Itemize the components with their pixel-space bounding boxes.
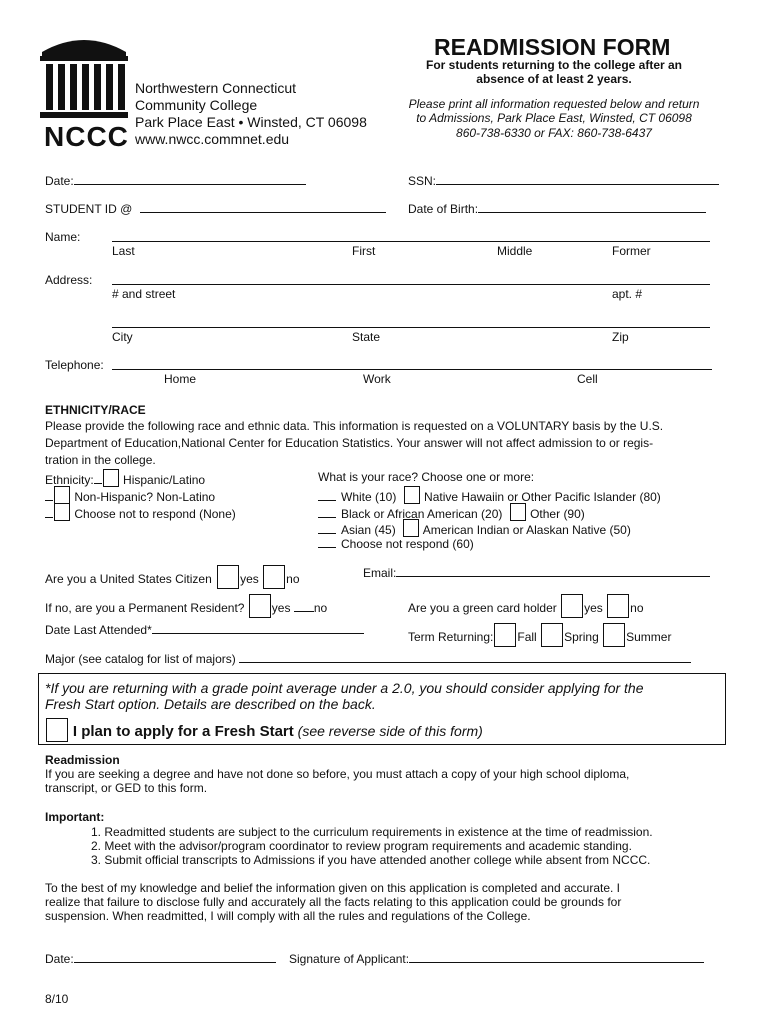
green-card-yes-label: yes: [584, 601, 603, 615]
summer-checkbox[interactable]: [603, 623, 625, 647]
fall-label: Fall: [517, 630, 537, 644]
important-item-3: 3. Submit official transcripts to Admissions if you have attended another college while absent from NCCC.: [91, 853, 651, 867]
important-heading: Important:: [45, 810, 105, 824]
non-hispanic-label: Non-Hispanic? Non-Latino: [74, 490, 216, 504]
dob-label: Date of Birth:: [408, 202, 479, 216]
major-label: Major (see catalog for list of majors): [45, 652, 236, 666]
instructions-block: [385, 97, 723, 140]
street-caption: # and street: [112, 287, 176, 301]
email-field[interactable]: [396, 566, 710, 577]
white-label: White (10): [341, 490, 397, 504]
form-version: 8/10: [45, 992, 69, 1006]
fresh-start-notice-1: *If you are returning with a grade point average under a 2.0, you should consider applying for the: [45, 680, 644, 696]
cell-caption: Cell: [577, 372, 598, 386]
perm-resident-yes-label: yes: [271, 601, 291, 615]
american-indian-label: American Indian or Alaskan Native (50): [422, 523, 631, 537]
ethnicity-intro-2: Department of Education,National Center for Education Statistics. Your answer will not affect admission to or regis-: [45, 436, 654, 450]
apt-caption: apt. #: [612, 287, 643, 301]
fresh-start-plan-row: [45, 718, 483, 742]
city-state-zip-field[interactable]: [112, 317, 710, 328]
summer-label: Summer: [626, 630, 672, 644]
instructions-line-1: Please print all information requested below and return: [408, 97, 700, 111]
page-title: READMISSION FORM: [434, 34, 671, 60]
instructions-line-3: 860-738-6330 or FAX: 860-738-6437: [456, 125, 652, 140]
major-row: [45, 652, 691, 666]
readmission-text-1: If you are seeking a degree and have not done so before, you must attach a copy of your high school diploma,: [45, 767, 630, 781]
street-field[interactable]: [112, 274, 710, 285]
perm-resident-row: [45, 594, 327, 618]
signature-date-row: [45, 952, 276, 966]
subtitle-line-2: absence of at least 2 years.: [476, 72, 632, 87]
name-middle-caption: Middle: [497, 244, 533, 258]
citizen-yes-checkbox[interactable]: [217, 565, 239, 589]
ethnicity-nonhispanic-row: [45, 486, 215, 504]
hispanic-checkbox[interactable]: [103, 469, 119, 487]
term-returning-row: [408, 623, 671, 647]
hispanic-label: Hispanic/Latino: [123, 473, 206, 487]
important-item-2: 2. Meet with the advisor/program coordinator to review program requirements and academic standing.: [91, 839, 632, 853]
building-columns-icon: [38, 34, 130, 120]
ethnicity-intro-1: Please provide the following race and ethnic data. This information is requested on a VOLUNTARY basis by the U.S.: [45, 419, 664, 433]
ethnicity-hispanic-row: [45, 469, 205, 487]
signature-row: [289, 952, 704, 966]
citizen-row: [45, 565, 300, 589]
signature-field[interactable]: [409, 952, 704, 963]
college-logo: [38, 34, 130, 154]
student-id-field[interactable]: [140, 202, 386, 213]
citizen-question: Are you a United States Citizen: [45, 572, 212, 586]
date-last-attended-row: [45, 623, 364, 637]
non-hispanic-checkbox[interactable]: [54, 486, 70, 504]
college-name-line2: Community College: [135, 97, 258, 113]
certification-text-2: realize that failure to disclose fully and accurately all the facts relating to this application could be grounds for: [45, 895, 622, 909]
fresh-start-plan-note: (see reverse side of this form): [297, 723, 483, 739]
college-name: Northwestern Connecticut: [135, 80, 297, 96]
american-indian-checkbox[interactable]: [403, 519, 419, 537]
zip-caption: Zip: [612, 330, 629, 344]
date-row: [45, 174, 306, 188]
green-card-no-label: no: [630, 601, 644, 615]
dob-field[interactable]: [478, 202, 706, 213]
name-last-caption: Last: [112, 244, 135, 258]
signature-date-field[interactable]: [74, 952, 276, 963]
citizen-no-checkbox[interactable]: [263, 565, 285, 589]
readmission-heading: Readmission: [45, 753, 120, 767]
address-label: Address:: [45, 273, 93, 287]
green-card-question: Are you a green card holder: [408, 601, 557, 615]
email-label: Email:: [363, 566, 397, 580]
perm-resident-question: If no, are you a Permanent Resident?: [45, 601, 245, 615]
ssn-row: [408, 174, 719, 188]
major-field[interactable]: [239, 652, 691, 663]
college-website: www.nwcc.commnet.edu: [135, 131, 290, 147]
readmission-text-2: transcript, or GED to this form.: [45, 781, 208, 795]
fall-checkbox[interactable]: [494, 623, 516, 647]
name-former-caption: Former: [612, 244, 651, 258]
college-address: Park Place East • Winsted, CT 06098: [135, 114, 367, 130]
subtitle-block: [390, 58, 718, 87]
black-label: Black or African American (20): [341, 507, 503, 521]
hawaiian-checkbox[interactable]: [404, 486, 420, 504]
green-card-row: [408, 594, 644, 618]
city-caption: City: [112, 330, 133, 344]
date-last-attended-label: Date Last Attended*: [45, 623, 152, 637]
fresh-start-notice-2: Fresh Start option. Details are described on the back.: [45, 696, 376, 712]
email-row: [363, 566, 710, 580]
perm-resident-yes-checkbox[interactable]: [249, 594, 271, 618]
green-card-no-checkbox[interactable]: [607, 594, 629, 618]
hawaiian-label: Native Hawaiin or Other Pacific Islander (80): [424, 490, 661, 504]
home-caption: Home: [164, 372, 197, 386]
fresh-start-plan-label: I plan to apply for a Fresh Start: [72, 723, 294, 740]
logo-text: NCCC: [44, 121, 129, 152]
fresh-start-checkbox[interactable]: [46, 718, 68, 742]
perm-resident-no-label: no: [313, 601, 328, 615]
student-id-label: STUDENT ID @: [45, 202, 133, 216]
race-row-3: [318, 519, 631, 537]
date-field[interactable]: [74, 174, 306, 185]
ethnicity-no-respond-checkbox[interactable]: [54, 503, 70, 521]
telephone-label: Telephone:: [45, 358, 104, 372]
important-item-1: 1. Readmitted students are subject to the curriculum requirements in existence at the time of readmission.: [91, 825, 653, 839]
name-first-caption: First: [352, 244, 376, 258]
ethnicity-no-respond-label: Choose not to respond (None): [74, 507, 236, 521]
green-card-yes-checkbox[interactable]: [561, 594, 583, 618]
ethnicity-intro-3: tration in the college.: [45, 453, 156, 467]
state-caption: State: [352, 330, 381, 344]
certification-text-1: To the best of my knowledge and belief the information given on this application is completed and accurate. I: [45, 881, 621, 895]
race-row-4: [318, 537, 474, 551]
signature-label: Signature of Applicant:: [289, 952, 410, 966]
citizen-no-label: no: [286, 572, 300, 586]
certification-text-3: suspension. When readmitted, I will comply with all the rules and regulations of the College.: [45, 909, 531, 923]
race-row-1: [318, 486, 661, 504]
spring-checkbox[interactable]: [541, 623, 563, 647]
race-no-respond-label: Choose not respond (60): [341, 537, 474, 551]
date-label: Date:: [45, 174, 74, 188]
fresh-start-box: [38, 673, 726, 745]
signature-date-label: Date:: [45, 952, 74, 966]
asian-label: Asian (45): [341, 523, 396, 537]
ssn-field[interactable]: [436, 174, 719, 185]
student-id-row: [45, 202, 386, 216]
work-caption: Work: [363, 372, 391, 386]
name-label: Name:: [45, 230, 81, 244]
ethnicity-norespond-row: [45, 503, 236, 521]
race-question: What is your race? Choose one or more:: [318, 470, 535, 484]
telephone-field[interactable]: [112, 359, 712, 370]
instructions-line-2: to Admissions, Park Place East, Winsted, CT 06098: [416, 111, 692, 126]
term-returning-label: Term Returning:: [408, 630, 494, 644]
name-field[interactable]: [112, 231, 710, 242]
date-last-attended-field[interactable]: [152, 623, 364, 634]
ethnicity-heading: ETHNICITY/RACE: [45, 403, 146, 417]
subtitle-line-1: For students returning to the college after an: [425, 58, 683, 72]
citizen-yes-label: yes: [240, 572, 259, 586]
ethnicity-label: Ethnicity:: [45, 473, 94, 487]
dob-row: [408, 202, 706, 216]
ssn-label: SSN:: [408, 174, 437, 188]
spring-label: Spring: [564, 630, 599, 644]
other-race-label: Other (90): [530, 507, 585, 521]
